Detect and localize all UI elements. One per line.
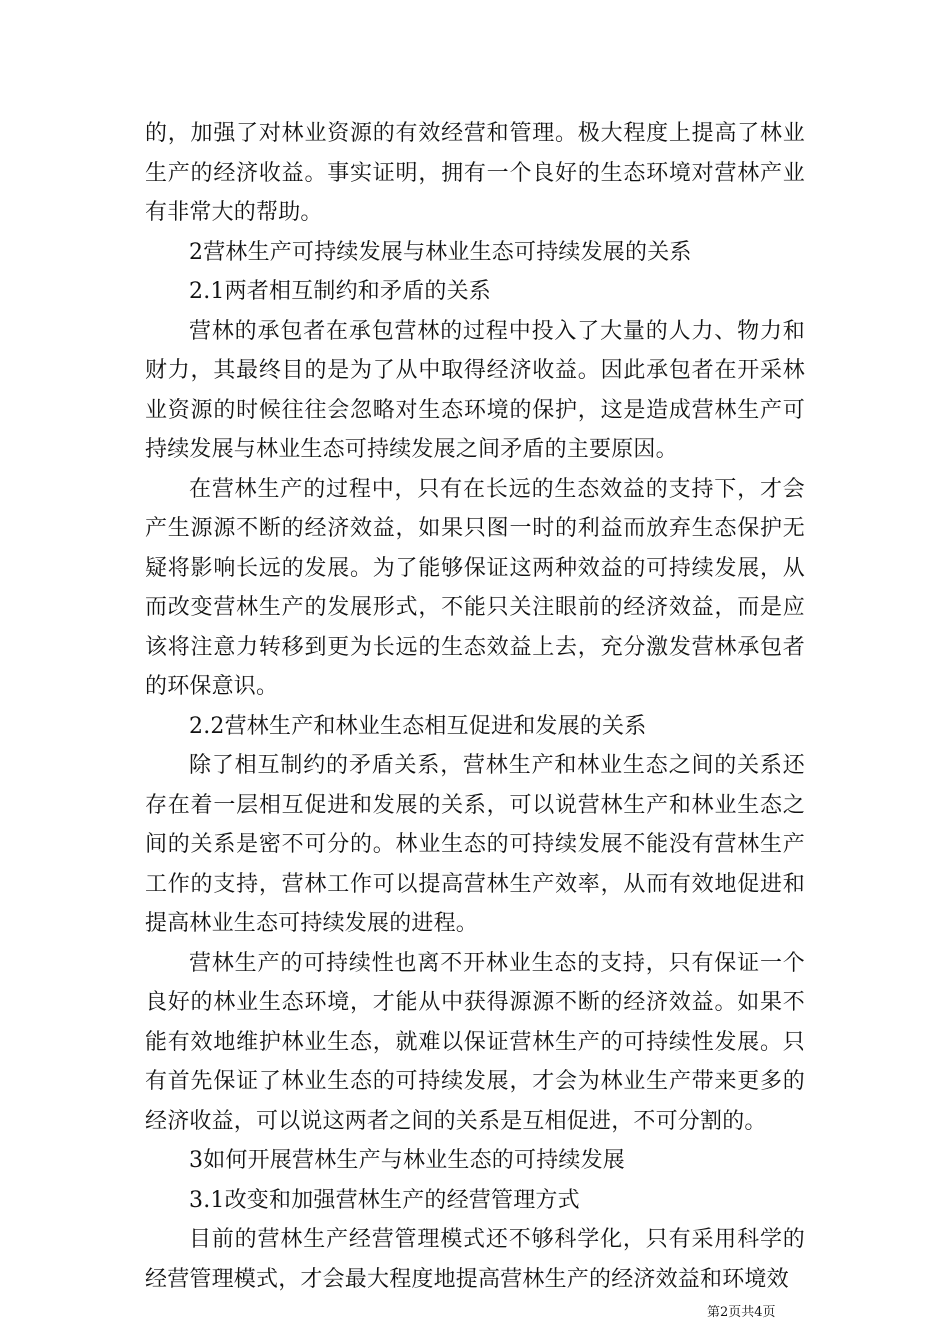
section-heading-3: 3如何开展营林生产与林业生态的可持续发展 [189,1148,625,1173]
paragraph-5: 营林生产的可持续性也离不开林业生态的支持，只有保证一个良好的林业生态环境，才能从中获得源源不断的经济效益。如果不能有效地维护林业生态，就难以保证营林生产的可持续性发展。只有首先保证了林业生态的可持续发展，才会为林业生产带来更多的经济收益，可以说这两者之间的关系是互相促进，不可分割的。 [145,950,805,1134]
paragraph-1: 的，加强了对林业资源的有效经营和管理。极大程度上提高了林业生产的经济收益。事实证明，拥有一个良好的生态环境对营林产业有非常大的帮助。 [145,121,805,225]
subsection-heading-2-1: 2.1两者相互制约和矛盾的关系 [189,279,491,304]
subsection-heading-2-2: 2.2营林生产和林业生态相互促进和发展的关系 [189,713,647,739]
document-body [145,114,805,1299]
paragraph-3: 在营林生产的过程中，只有在长远的生态效益的支持下，才会产生源源不断的经济效益，如果只图一时的利益而放弃生态保护无疑将影响长远的发展。为了能够保证这两种效益的可持续发展，从而改变营林生产的发展形式，不能只关注眼前的经济效益，而是应该将注意力转移到更为长远的生态效益上去，充分激发营林承包者的环保意识。 [145,476,805,699]
paragraph-4: 除了相互制约的矛盾关系，营林生产和林业生态之间的关系还存在着一层相互促进和发展的关系，可以说营林生产和林业生态之间的关系是密不可分的。林业生态的可持续发展不能没有营林生产工作的支持，营林工作可以提高营林生产效率，从而有效地促进和提高林业生态可持续发展的进程。 [145,753,805,936]
section-heading-2: 2营林生产可持续发展与林业生态可持续发展的关系 [189,239,692,265]
subsection-heading-3-1: 3.1改变和加强营林生产的经营管理方式 [189,1187,580,1213]
page-number: 第2页共4页 [707,1305,776,1320]
paragraph-2: 营林的承包者在承包营林的过程中投入了大量的人力、物力和财力，其最终目的是为了从中取得经济收益。因此承包者在开采林业资源的时候往往会忽略对生态环境的保护，这是造成营林生产可持续发展与林业生态可持续发展之间矛盾的主要原因。 [145,318,805,462]
paragraph-6: 目前的营林生产经营管理模式还不够科学化，只有采用科学的经营管理模式，才会最大程度地提高营林生产的经济效益和环境效 [145,1227,805,1292]
